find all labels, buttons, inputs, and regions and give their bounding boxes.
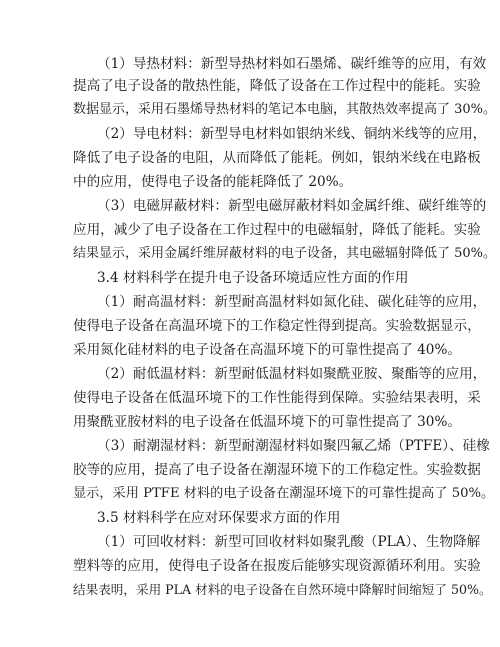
text-line: 使得电子设备在低温环境下的工作性能得到保障。实验结果表明，采 [73, 390, 481, 406]
text-line: 结果显示，采用金属纤维屏蔽材料的电子设备，其电磁辐射降低了 50%。 [73, 246, 497, 261]
text-line: （2）耐低温材料：新型耐低温材料如聚酰亚胺、聚酯等的应用， [97, 366, 487, 382]
text-line: 降低了电子设备的电阻，从而降低了能耗。例如，银纳米线在电路板 [73, 150, 481, 166]
text-line: 提高了电子设备的散热性能，降低了设备在工作过程中的能耗。实验 [73, 78, 481, 94]
text-line: （1）可回收材料：新型可回收材料如聚乳酸（PLA）、生物降解 [97, 534, 481, 550]
text-line: 数据显示，采用石墨烯导热材料的笔记本电脑，其散热效率提高了 30%。 [73, 102, 497, 117]
text-line: 应用，减少了电子设备在工作过程中的电磁辐射，降低了能耗。实验 [73, 222, 481, 238]
text-line: （2）导电材料：新型导电材料如银纳米线、铜纳米线等的应用， [97, 126, 487, 142]
text-line: （1）耐高温材料：新型耐高温材料如氮化硅、碳化硅等的应用， [97, 294, 487, 310]
text-line: 用聚酰亚胺材料的电子设备在低温环境下的可靠性提高了 30%。 [73, 414, 461, 430]
text-line: （1）导热材料：新型导热材料如石墨烯、碳纤维等的应用，有效 [97, 56, 487, 72]
text-line: 胶等的应用，提高了电子设备在潮湿环境下的工作稳定性。实验数据 [73, 462, 481, 478]
section-heading: 3.4 材料科学在提升电子设备环境适应性方面的作用 [97, 270, 409, 286]
text-line: 中的应用，使得电子设备的能耗降低了 20%。 [73, 174, 353, 190]
text-line: （3）耐潮湿材料：新型耐潮湿材料如聚四氟乙烯（PTFE）、硅橡 [97, 438, 490, 454]
text-line: 显示，采用 PTFE 材料的电子设备在潮湿环境下的可靠性提高了 50%。 [73, 486, 495, 501]
text-line: 使得电子设备在高温环境下的工作稳定性得到提高。实验数据显示， [73, 318, 481, 334]
text-line: 塑料等的应用，使得电子设备在报废后能够实现资源循环利用。实验 [73, 558, 481, 574]
text-line: （3）电磁屏蔽材料：新型电磁屏蔽材料如金属纤维、碳纤维等的 [97, 198, 487, 214]
text-line: 结果表明，采用 PLA 材料的电子设备在自然环境中降解时间缩短了 50%。 [73, 582, 492, 597]
section-heading: 3.5 材料科学在应对环保要求方面的作用 [97, 510, 341, 526]
text-line: 采用氮化硅材料的电子设备在高温环境下的可靠性提高了 40%。 [73, 342, 461, 358]
